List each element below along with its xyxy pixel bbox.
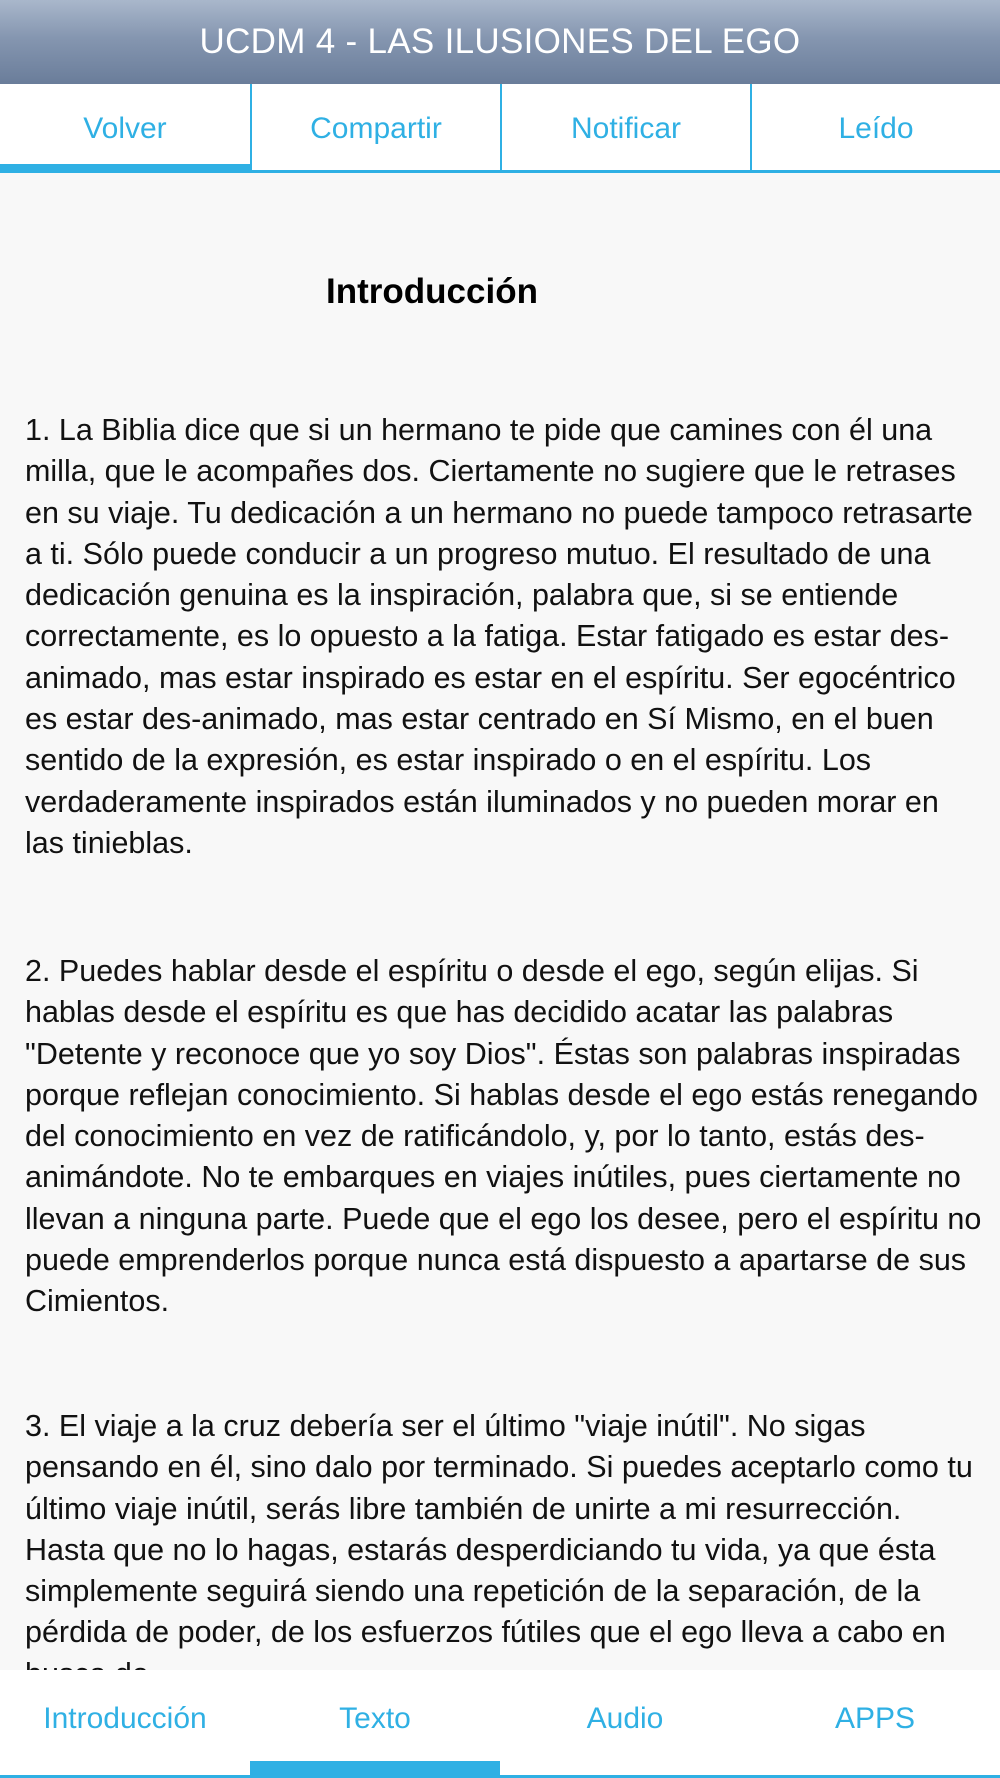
- page-title: UCDM 4 - LAS ILUSIONES DEL EGO: [199, 22, 801, 61]
- top-toolbar: [0, 84, 1000, 173]
- back-button[interactable]: Volver: [0, 84, 250, 173]
- navigation-bar: [0, 0, 1000, 84]
- tab-texto[interactable]: Texto: [250, 1670, 500, 1778]
- section-heading: Introducción: [326, 272, 538, 311]
- mark-read-button[interactable]: Leído: [750, 84, 1000, 173]
- share-button[interactable]: Compartir: [250, 84, 500, 173]
- paragraph-3: 3. El viaje a la cruz debería ser el último "viaje inútil". No sigas pensando en él, sino dalo por terminado. Si puedes aceptarlo como tu último viaje inútil, serás libre también de unirte a mi resurrección. Hasta que no lo hagas, estarás desperdiciando tu vida, ya que ésta simplemente seguirá siendo una repetición de la separación, de la pérdida de poder, de los esfuerzos fútiles que el ego lleva a cabo en: [25, 1409, 973, 1650]
- notify-button[interactable]: Notificar: [500, 84, 750, 173]
- paragraph-2: 2. Puedes hablar desde el espíritu o desde el ego, según elijas. Si hablas desde el espíritu es que has decidido acatar las palabras "Detente y reconoce que yo soy Dios". Éstas son palabras inspiradas porque reflejan conocimiento. Si hablas desde el ego estás renegando del conocimiento en vez de ratificándolo, y, por lo tanto, estás des-animándote. No te embarques en viajes inútiles, pues ciertamente no llevan a ninguna parte. Puede que el ego los desee, pero el espíritu no puede emprenderlos porque nunca está dispuesto a apartarse de sus Cimientos.: [25, 954, 982, 1319]
- reading-content[interactable]: [0, 173, 1000, 1670]
- paragraph-1: 1. La Biblia dice que si un hermano te pide que camines con él una milla, que le acompañes dos. Ciertamente no sugiere que le retrases en su viaje. Tu dedicación a un hermano no puede tampoco retrasarte a ti. Sólo puede conducir a un progreso mutuo. El resultado de una dedicación genuina es la inspiración, palabra que, si se entiende correctamente, es lo opuesto a la fatiga. Estar fatigado es estar des-animado, mas estar inspirado es estar en el espíritu. Ser egocéntrico es estar des-animado, mas estar centrado en Sí Mismo, en el buen sentido de la expresión, es estar inspirado o en el espíritu. Los verdaderamente inspirados están iluminados y no pueden morar en las tinieblas.: [25, 413, 973, 860]
- bottom-tab-bar: [0, 1670, 1000, 1778]
- tab-apps[interactable]: APPS: [834, 1702, 916, 1735]
- tab-audio[interactable]: Audio: [586, 1702, 664, 1735]
- tab-introduccion[interactable]: Introducción: [43, 1702, 207, 1735]
